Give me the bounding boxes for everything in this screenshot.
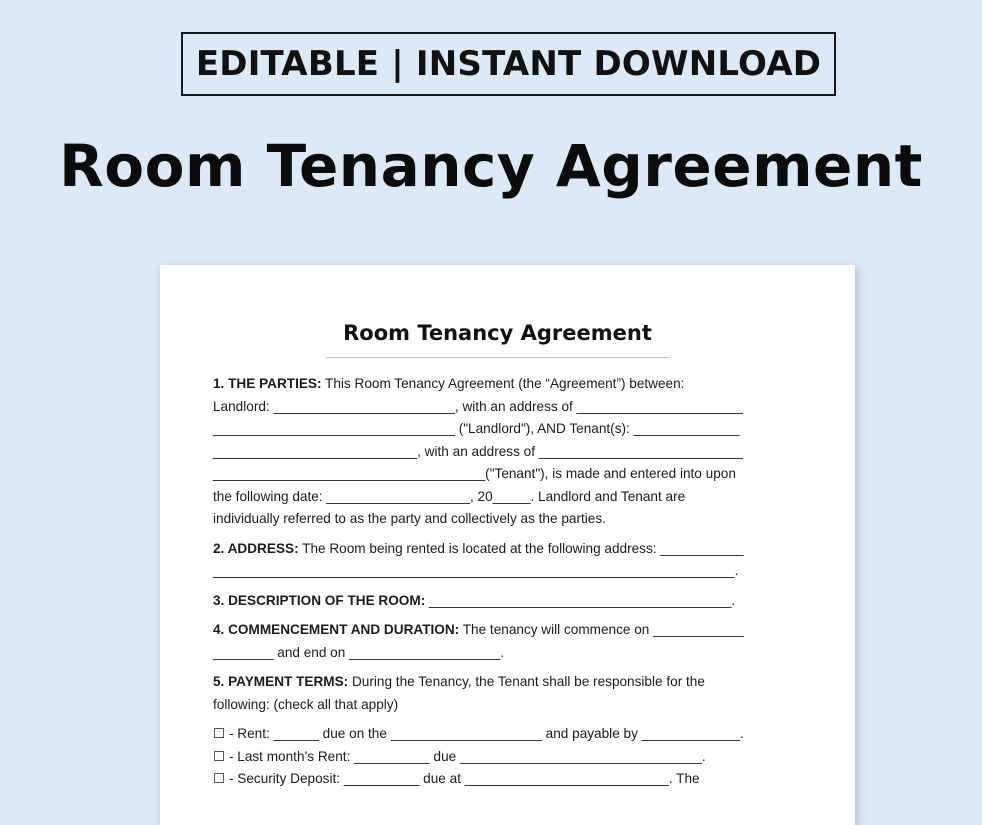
- clause-line: 2. ADDRESS: The Room being rented is located at the following address: ___________: [213, 540, 744, 556]
- document-body: [213, 373, 783, 791]
- clause-line: individually referred to as the party and collectively as the parties.: [213, 511, 606, 526]
- clause-line: _____________________________________________________________________.: [213, 563, 739, 578]
- title-divider: [326, 357, 669, 358]
- checkbox-line: ☐ - Security Deposit: __________ due at ___________________________. The: [213, 771, 700, 786]
- clause-line: ____________________________________("Tenant"), is made and entered into upon: [213, 466, 736, 481]
- clause-line: ___________________________, with an address of ___________________________: [213, 443, 743, 459]
- document-title: Room Tenancy Agreement: [343, 321, 652, 345]
- promo-badge: [181, 32, 836, 96]
- page-title: Room Tenancy Agreement: [59, 132, 923, 200]
- clause-line: 4. COMMENCEMENT AND DURATION: The tenancy will commence on ____________: [213, 622, 744, 637]
- document-preview: [160, 265, 855, 825]
- checkbox-line: ☐ - Rent: ______ due on the ____________________ and payable by _____________.: [213, 726, 744, 741]
- clause-line: ________ and end on ____________________.: [213, 644, 505, 660]
- clause-line: 5. PAYMENT TERMS: During the Tenancy, the Tenant shall be responsible for the: [213, 674, 705, 689]
- promo-badge-text: EDITABLE | INSTANT DOWNLOAD: [195, 44, 822, 84]
- clause-line: the following date: ___________________, 20_____. Landlord and Tenant are: [213, 488, 686, 504]
- checkbox-line: ☐ - Last month’s Rent: __________ due ________________________________.: [213, 748, 706, 764]
- clause-line: following: (check all that apply): [213, 696, 399, 712]
- clause-line: 3. DESCRIPTION OF THE ROOM: ________________________________________.: [213, 592, 736, 608]
- clause-line: 1. THE PARTIES: This Room Tenancy Agreement (the “Agreement”) between:: [213, 376, 685, 391]
- clause-line: Landlord: ________________________, with an address of ______________________: [213, 398, 743, 414]
- clause-line: ________________________________ ("Landlord"), AND Tenant(s): ______________: [213, 421, 740, 436]
